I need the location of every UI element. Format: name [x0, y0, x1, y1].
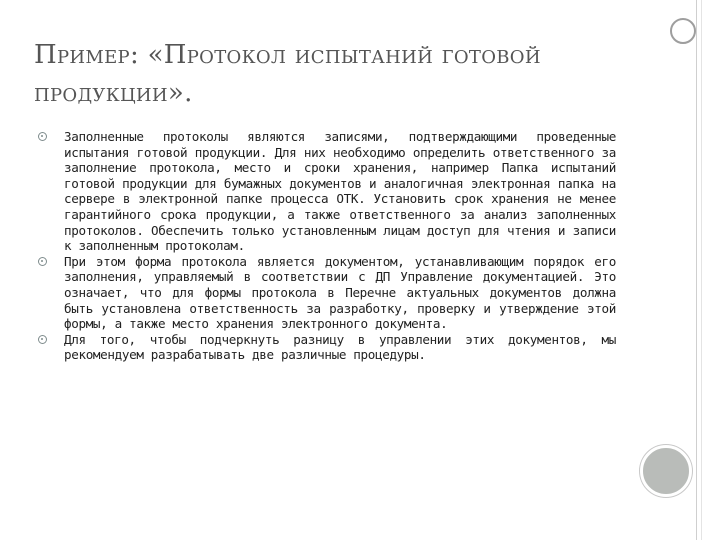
bullet-list: [36, 129, 616, 363]
bullet-text-2: При этом форма протокола является документом, устанавливающим порядок его заполнения, управляемый в соответствии с ДП Управление документацией. Это означает, что для формы протокола в Перечне актуальных документов должна быть установлена ответственность за разработку, проверку и утверждение этой формы, а также место хранения электронного документа.: [64, 253, 616, 332]
bullet-ring-icon: [38, 335, 47, 344]
slide-title-line-1: Пример: «Протокол испытаний готовой: [34, 40, 541, 70]
bullet-item-1: [36, 129, 616, 254]
bullet-text-3: Для того, чтобы подчеркнуть разницу в управлении этих документов, мы рекомендуем разрабатывать две различные процедуры.: [64, 331, 616, 363]
slide-border-line-secondary: [701, 0, 702, 540]
decorative-disc: [640, 445, 692, 497]
bullet-item-2: [36, 254, 616, 332]
bullet-item-3: [36, 332, 616, 363]
slide-title-line-2: продукции».: [34, 78, 193, 108]
bullet-text-1: Заполненные протоколы являются записями, подтверждающими проведенные испытания готовой продукции. Для них необходимо определить ответственного за заполнение протокола, место и сроки хранения, например Папка испытаний готовой продукции для бумажных документов и аналогичная электронная папка на сервере в электронной папке процесса ОТК. Установить срок хранения не менее гарантийного срока продукции, а также ответственного за анализ заполненных протоколов. Обеспечить только установленным лицам доступ для чтения и записи к заполненным протоколам.: [64, 129, 616, 254]
bullet-ring-icon: [38, 132, 47, 141]
slide-border-line: [696, 0, 697, 540]
slide-title: [34, 36, 654, 112]
decorative-ring: [670, 18, 696, 44]
bullet-ring-icon: [38, 257, 47, 266]
